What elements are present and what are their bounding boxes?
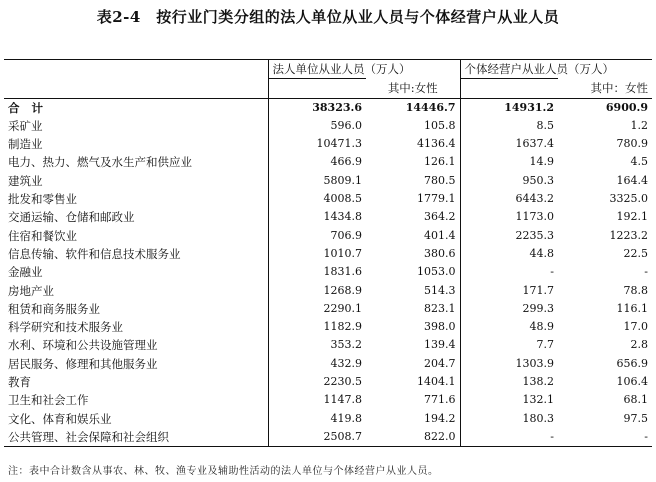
legal-female-value: 204.7 xyxy=(424,356,456,370)
table-row xyxy=(4,263,652,281)
table-row xyxy=(4,190,652,208)
industry-name: 金融业 xyxy=(8,265,43,280)
individual-female-value: 97.5 xyxy=(623,411,648,425)
individual-female-value: 656.9 xyxy=(616,356,648,370)
legal-female-header: 其中:女性 xyxy=(366,60,460,99)
legal-female-value: 4136.4 xyxy=(417,137,456,151)
statistics-table xyxy=(4,59,652,447)
industry-name: 科学研究和技术服务业 xyxy=(8,320,123,335)
individual-value: 7.7 xyxy=(460,336,558,354)
table-row xyxy=(4,355,652,373)
individual-header: 个体经营户从业人员（万人） xyxy=(460,60,558,79)
individual-female-value: 192.1 xyxy=(616,210,648,224)
legal-female-value: 780.5 xyxy=(424,173,456,187)
industry-name: 房地产业 xyxy=(8,283,54,298)
individual-female-value: 6900.9 xyxy=(558,98,652,117)
individual-female-value: 17.0 xyxy=(623,320,648,334)
industry-name: 租赁和商务服务业 xyxy=(8,301,100,316)
legal-units-value: 706.9 xyxy=(268,227,366,245)
individual-value: 2235.3 xyxy=(460,227,558,245)
legal-units-value: 1010.7 xyxy=(268,245,366,263)
legal-units-value: 353.2 xyxy=(268,336,366,354)
legal-female-value: 822.0 xyxy=(366,428,460,447)
individual-female-value: - xyxy=(644,265,648,279)
industry-name: 住宿和餐饮业 xyxy=(8,228,77,243)
table-row xyxy=(4,318,652,336)
table-row xyxy=(4,410,652,428)
footnote: 注：表中合计数含从事农、林、牧、渔专业及辅助性活动的法人单位与个体经营户从业人员。 xyxy=(8,466,439,477)
legal-female-value: 823.1 xyxy=(424,301,456,315)
table-row xyxy=(4,300,652,318)
individual-value: 1303.9 xyxy=(460,355,558,373)
legal-units-value: 432.9 xyxy=(268,355,366,373)
individual-value: 44.8 xyxy=(460,245,558,263)
legal-units-value: 1182.9 xyxy=(268,318,366,336)
individual-female-value: - xyxy=(558,428,652,447)
industry-name: 合 计 xyxy=(4,98,268,117)
table-row xyxy=(4,135,652,153)
individual-female-value: 2.8 xyxy=(630,338,648,352)
individual-value: 1173.0 xyxy=(460,208,558,226)
individual-female-value: 1.2 xyxy=(630,118,648,132)
industry-name: 建筑业 xyxy=(8,173,43,188)
page-title: 表2-4 按行业门类分组的法人单位从业人员与个体经营户从业人员 xyxy=(96,8,560,26)
legal-units-subcell xyxy=(268,79,366,98)
industry-name: 文化、体育和娱乐业 xyxy=(8,411,112,426)
legal-female-value: 401.4 xyxy=(424,228,456,242)
table-row xyxy=(4,336,652,354)
individual-female-value: 4.5 xyxy=(630,155,648,169)
individual-female-value: 164.4 xyxy=(616,173,648,187)
individual-value: 299.3 xyxy=(460,300,558,318)
legal-female-value: 139.4 xyxy=(424,338,456,352)
legal-units-value: 2508.7 xyxy=(268,428,366,447)
table-row xyxy=(4,373,652,391)
table-row xyxy=(4,172,652,190)
legal-units-value: 419.8 xyxy=(268,410,366,428)
industry-name: 采矿业 xyxy=(8,118,43,133)
industry-name: 信息传输、软件和信息技术服务业 xyxy=(8,246,181,261)
legal-female-value: 380.6 xyxy=(424,246,456,260)
individual-value: 1637.4 xyxy=(460,135,558,153)
legal-female-value: 1779.1 xyxy=(417,192,456,206)
individual-subcell xyxy=(460,79,558,98)
industry-name: 居民服务、修理和其他服务业 xyxy=(8,356,158,371)
legal-units-value: 596.0 xyxy=(268,117,366,135)
legal-units-value: 10471.3 xyxy=(268,135,366,153)
individual-female-value: 1223.2 xyxy=(609,228,648,242)
individual-value: - xyxy=(460,428,558,447)
legal-units-value: 2230.5 xyxy=(268,373,366,391)
individual-value: 950.3 xyxy=(460,172,558,190)
individual-female-value: 106.4 xyxy=(616,375,648,389)
industry-name: 教育 xyxy=(8,375,31,390)
legal-units-value: 1831.6 xyxy=(268,263,366,281)
table-row xyxy=(4,391,652,409)
industry-name: 水利、环境和公共设施管理业 xyxy=(8,338,158,353)
table-row xyxy=(4,245,652,263)
individual-female-value: 3325.0 xyxy=(609,192,648,206)
legal-units-value: 466.9 xyxy=(268,153,366,171)
individual-value: 6443.2 xyxy=(460,190,558,208)
legal-units-value: 4008.5 xyxy=(268,190,366,208)
industry-name: 公共管理、社会保障和社会组织 xyxy=(4,428,268,447)
industry-name: 批发和零售业 xyxy=(8,192,77,207)
legal-female-value: 126.1 xyxy=(424,155,456,169)
industry-name: 卫生和社会工作 xyxy=(8,393,89,408)
individual-value: - xyxy=(460,263,558,281)
individual-value: 171.7 xyxy=(460,282,558,300)
legal-female-value: 398.0 xyxy=(424,320,456,334)
industry-header xyxy=(4,60,268,99)
individual-value: 14931.2 xyxy=(460,98,558,117)
individual-value: 132.1 xyxy=(460,391,558,409)
individual-value: 48.9 xyxy=(460,318,558,336)
legal-female-value: 14446.7 xyxy=(366,98,460,117)
legal-units-value: 1147.8 xyxy=(268,391,366,409)
legal-female-value: 194.2 xyxy=(424,411,456,425)
legal-female-value: 771.6 xyxy=(424,393,456,407)
industry-name: 制造业 xyxy=(8,137,43,152)
table-row xyxy=(4,282,652,300)
individual-female-value: 68.1 xyxy=(623,393,648,407)
individual-female-value: 22.5 xyxy=(623,246,648,260)
individual-female-value: 78.8 xyxy=(623,283,648,297)
legal-female-value: 1053.0 xyxy=(417,265,456,279)
individual-female-header: 其中：女性 xyxy=(558,60,652,99)
industry-name: 电力、热力、燃气及水生产和供应业 xyxy=(8,155,192,170)
legal-units-value: 1268.9 xyxy=(268,282,366,300)
table-row xyxy=(4,428,652,447)
legal-female-value: 105.8 xyxy=(424,118,456,132)
industry-name: 交通运输、仓储和邮政业 xyxy=(8,210,135,225)
individual-value: 180.3 xyxy=(460,410,558,428)
individual-value: 8.5 xyxy=(460,117,558,135)
legal-units-value: 1434.8 xyxy=(268,208,366,226)
total-row xyxy=(4,98,652,117)
legal-female-value: 364.2 xyxy=(424,210,456,224)
table-row xyxy=(4,227,652,245)
table-row xyxy=(4,208,652,226)
individual-value: 138.2 xyxy=(460,373,558,391)
individual-value: 14.9 xyxy=(460,153,558,171)
individual-female-value: 780.9 xyxy=(616,137,648,151)
legal-units-value: 5809.1 xyxy=(268,172,366,190)
legal-units-value: 2290.1 xyxy=(268,300,366,318)
legal-female-value: 1404.1 xyxy=(417,375,456,389)
table-row xyxy=(4,153,652,171)
individual-female-value: 116.1 xyxy=(616,301,648,315)
legal-units-header: 法人单位从业人员（万人） xyxy=(268,60,366,79)
table-row xyxy=(4,117,652,135)
legal-female-value: 514.3 xyxy=(424,283,456,297)
legal-units-value: 38323.6 xyxy=(268,98,366,117)
